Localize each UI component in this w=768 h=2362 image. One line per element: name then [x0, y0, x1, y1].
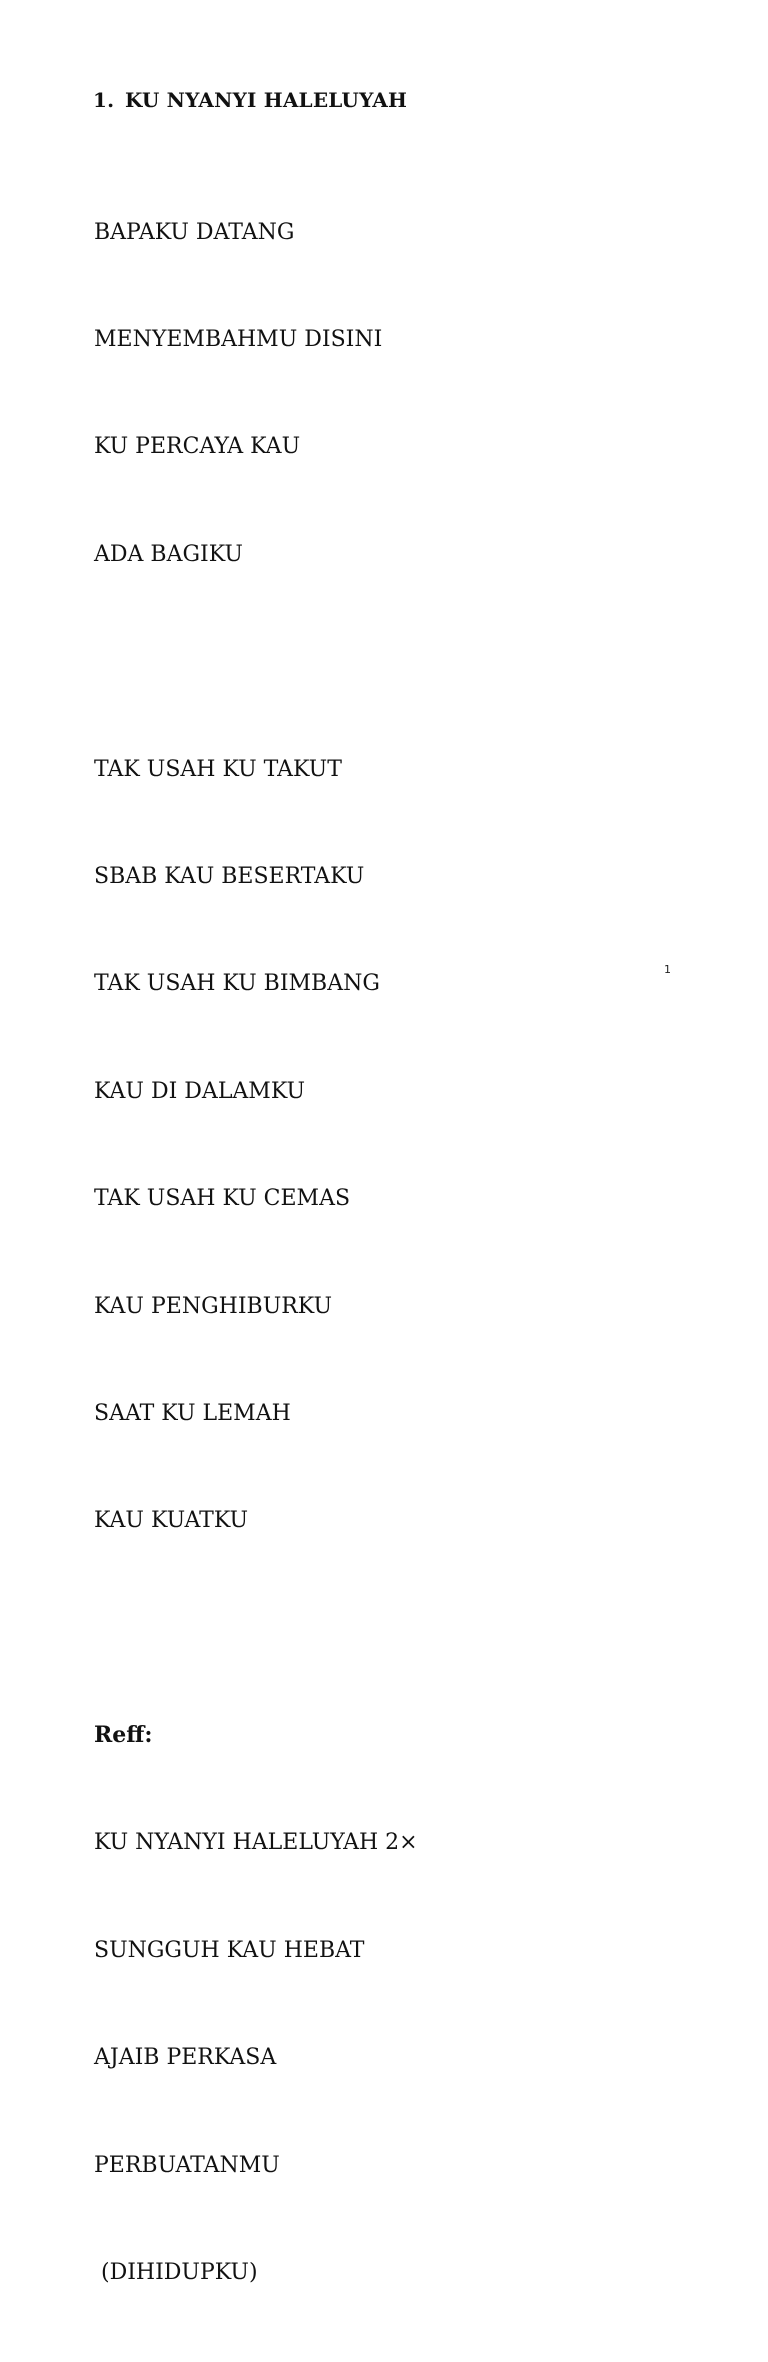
reff-line: PERBUATANMU — [94, 2152, 280, 2178]
verse2-line: TAK USAH KU BIMBANG — [94, 971, 380, 997]
verse2-line: KAU DI DALAMKU — [94, 1078, 306, 1104]
reff-label: Reff: — [94, 1722, 153, 1749]
reff-line: (DIHIDUPKU) — [94, 2260, 258, 2286]
reff-line: SUNGGUH KAU HEBAT — [94, 1937, 365, 1963]
song-title-text: KU NYANYI HALELUYAH — [125, 88, 408, 112]
stanza-gap — [94, 644, 418, 680]
verse1-line: ADA BAGIKU — [94, 541, 243, 567]
song-number: 1. — [93, 88, 115, 112]
verse2-line: SBAB KAU BESERTAKU — [94, 863, 365, 889]
verse2-line: KAU KUATKU — [94, 1508, 249, 1534]
verse1-line: MENYEMBAHMU DISINI — [94, 326, 383, 352]
verse2-line: SAAT KU LEMAH — [94, 1400, 291, 1426]
song-title — [93, 88, 407, 112]
reff-line: KU NYANYI HALELUYAH 2× — [94, 1830, 418, 1856]
verse1-line: BAPAKU DATANG — [94, 219, 295, 245]
verse2-line: TAK USAH KU TAKUT — [94, 756, 342, 782]
verse2-line: TAK USAH KU CEMAS — [94, 1186, 351, 1212]
verse1-line: KU PERCAYA KAU — [94, 434, 301, 460]
verse2-line: KAU PENGHIBURKU — [94, 1293, 332, 1319]
reff-line: AJAIB PERKASA — [94, 2045, 277, 2071]
page-number: 1 — [664, 963, 671, 976]
stanza-gap — [94, 1611, 418, 1647]
lyrics-body — [94, 143, 418, 2362]
